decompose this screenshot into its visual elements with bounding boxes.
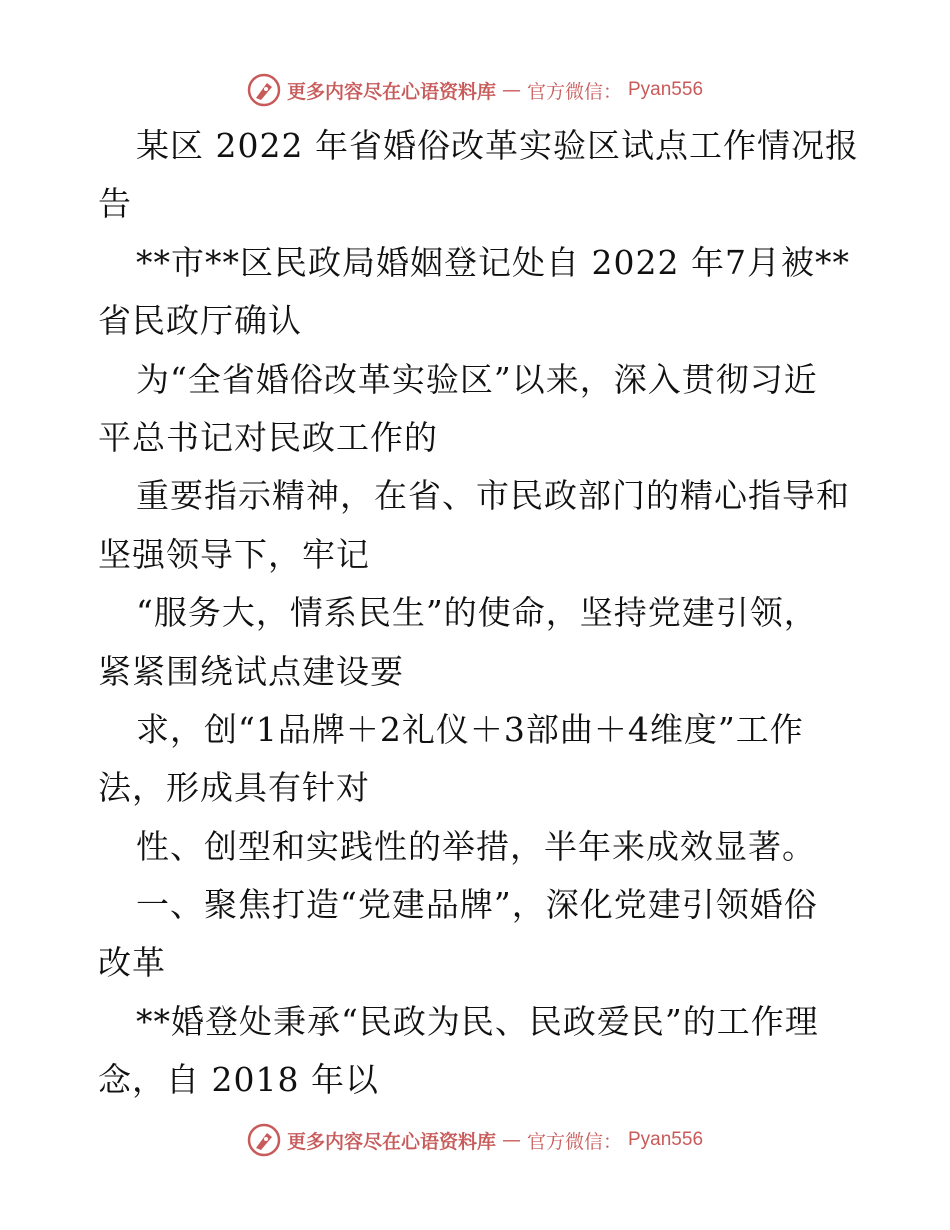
header-watermark [0, 70, 950, 110]
watermark-official-text: 官方微信： [526, 1130, 622, 1153]
document-body [98, 117, 858, 1110]
watermark-official-text: 官方微信： [526, 80, 622, 103]
watermark-site-text: 更多内容尽在心语资料库 [286, 80, 496, 103]
text-line: 坚强领导下，牢记 [98, 534, 370, 574]
watermark-site-text: 更多内容尽在心语资料库 [286, 1130, 496, 1153]
text-line: 求，创“1品牌＋2礼仪＋3部曲＋4维度”工作 [136, 709, 804, 749]
watermark-dash: — [501, 79, 521, 101]
text-line: 念，自 2018 年以 [98, 1060, 379, 1100]
watermark-dash: — [501, 1129, 521, 1151]
pen-nib-logo-icon [247, 73, 281, 107]
text-line: 某区 2022 年省婚俗改革实验区试点工作情况报 [136, 126, 859, 165]
footer-watermark [0, 1120, 950, 1160]
text-line: 告 [98, 184, 132, 224]
text-line: 性、创型和实践性的举措，半年来成效显著。 [136, 826, 816, 866]
text-line: 省民政厅确认 [98, 301, 302, 341]
text-line: **市**区民政局婚姻登记处自 2022 年7月被** [136, 242, 850, 282]
watermark-wechat-id: Pyan556 [628, 1129, 704, 1150]
text-line: 为“全省婚俗改革实验区”以来，深入贯彻习近 [136, 359, 818, 399]
text-line: 改革 [98, 943, 166, 983]
watermark-wechat-id: Pyan556 [628, 79, 704, 100]
text-line: 平总书记对民政工作的 [98, 417, 438, 457]
text-line: 重要指示精神，在省、市民政部门的精心指导和 [136, 476, 850, 516]
text-line: **婚登处秉承“民政为民、民政爱民”的工作理 [136, 1001, 819, 1041]
text-line: “服务大，情系民生”的使命，坚持党建引领， [136, 593, 818, 633]
pen-nib-logo-icon [247, 1123, 281, 1157]
text-line: 一、聚焦打造“党建品牌”，深化党建引领婚俗 [136, 885, 818, 925]
text-line: 法，形成具有针对 [98, 768, 370, 808]
text-line: 紧紧围绕试点建设要 [98, 651, 404, 691]
